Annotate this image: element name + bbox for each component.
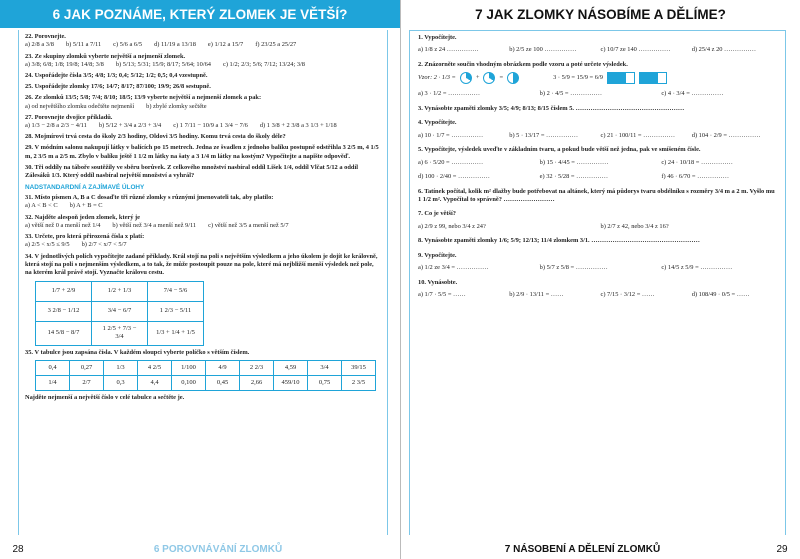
example-text: Vzor: 2 · 1/3 = [418, 74, 456, 82]
option: a) A < B < C [25, 202, 58, 210]
option: b) 5/12 + 3/4 a 2/3 + 3/4 [98, 122, 162, 130]
problem-text: 4. Vypočítejte. [418, 119, 457, 127]
problem [25, 214, 381, 231]
option: c) 1/2; 2/3; 5/6; 7/12; 13/24; 3/8 [222, 60, 305, 68]
option: a) 6 · 5/20 = …………… [418, 158, 484, 166]
option: e) 1/12 a 15/7 [207, 41, 244, 49]
table-cell[interactable]: 2,66 [240, 376, 274, 391]
option: a) 3 · 1/2 = …………… [418, 90, 480, 98]
problem-options [418, 132, 779, 140]
problem [418, 105, 779, 113]
option: b) větší než 3/4 a menší než 9/11 [112, 221, 197, 229]
option: b) 2/9 · 13/11 = …… [509, 291, 564, 299]
problem-text: 22. Porovnejte. [25, 33, 66, 40]
problem-options [25, 41, 381, 49]
problem-text: 33. Určete, pro která přirozená čísla x platí: [25, 233, 145, 240]
table-cell[interactable]: 459/10 [274, 376, 308, 391]
option: a) 10 · 1/7 = …………… [418, 131, 484, 139]
option: b) 2/5 ze 100 …………… [509, 46, 577, 54]
problem-options [25, 122, 381, 130]
problem-text: 7. Co je větší? [418, 210, 456, 218]
table-cell[interactable]: 0,100 [172, 376, 206, 391]
grid-fraction-icon [639, 72, 667, 84]
problem-options [25, 103, 381, 111]
problem-text: 10. Vynásobte. [418, 278, 458, 286]
option: a) 1/2 ze 3/4 = …………… [418, 264, 489, 272]
option: b) 5 · 13/17 = …………… [509, 131, 578, 139]
problem [25, 144, 381, 161]
table-cell[interactable]: 1/2 + 1/3 [92, 281, 148, 301]
option: d) 104 · 2/9 = …………… [691, 131, 761, 139]
table-cell[interactable]: 0,27 [70, 361, 104, 376]
option: b) 2 · 4/5 = …………… [539, 90, 603, 98]
option: c) 14/5 z 5/9 = …………… [661, 264, 733, 272]
problem [25, 94, 381, 111]
table-cell[interactable]: 3/4 [308, 361, 342, 376]
problem [25, 233, 381, 250]
option: a) 1/8 z 24 …………… [418, 46, 479, 54]
problem-text: 27. Porovnejte dvojice příkladů. [25, 113, 113, 121]
problem-text: 5. Vypočítejte, výsledek uveďte v základním tvaru, a pokud bude větší než jedna, pak ve smíšeném čísle. [418, 146, 701, 154]
problem [25, 253, 381, 278]
left-page-header: 6 JAK POZNÁME, KTERÝ ZLOMEK JE VĚTŠÍ? [0, 0, 400, 28]
option: f) 23/25 a 25/27 [255, 41, 297, 49]
problem-options [25, 222, 381, 230]
problem-options [25, 241, 381, 249]
problem-options [418, 173, 779, 181]
king-table [35, 281, 204, 346]
problem [418, 237, 779, 245]
problem [25, 53, 381, 70]
option: a) 3/8; 6/8; 1/8; 19/8; 14/8; 3/8 [25, 60, 104, 68]
table-cell[interactable]: 7/4 − 5/6 [148, 281, 204, 301]
problem-text: 23. Ze skupiny zlomků vyberte největší a nejmenší zlomek. [25, 52, 186, 60]
table-cell[interactable]: 1/3 [104, 361, 138, 376]
problem [25, 164, 381, 181]
option: a) 1/7 · 5/5 = …… [418, 291, 466, 299]
problem [418, 252, 779, 273]
problem-options [418, 291, 779, 299]
right-page-header: 7 JAK ZLOMKY NÁSOBÍME A DĚLÍME? [475, 6, 726, 22]
table-cell[interactable]: 0,4 [36, 361, 70, 376]
problem-options [418, 159, 779, 167]
compare-table [35, 360, 376, 391]
option: c) 21 · 100/11 = …………… [600, 131, 676, 139]
example-row: Vzor: 2 · 1/3 = + = 3 · 5/9 = 15/9 = 6/9 [418, 72, 779, 84]
table-row [36, 376, 376, 391]
problem-text: 6. Tatínek počítal, kolik m² dlažby bude potřebovat na altánek, který má půdorys tvaru obdélníku s rozměry 3/4 m a 2 m. Vyšlo mu 1 1/2 m². Vypočítal to správně? …………………… [418, 187, 775, 203]
option: c) 1 7/11 − 10/9 a 1 3/4 − 7/6 [173, 122, 248, 130]
problem [418, 90, 779, 98]
third-circle-icon [483, 72, 495, 84]
option: a) 2/8 a 3/8 [25, 41, 54, 49]
option: a) 2/5 < x/5 ≤ 9/5 [25, 241, 70, 249]
left-footer [0, 539, 400, 559]
example-text-2: 3 · 5/9 = 15/9 = 6/9 [553, 74, 603, 82]
table-cell[interactable]: 2/7 [70, 376, 104, 391]
problem-text: 31. Místo písmen A, B a C dosaďte tři různé zlomky s různými jmenovateli tak, aby platilo: [25, 194, 274, 201]
problem [418, 146, 779, 167]
table-cell[interactable]: 1/7 + 2/9 [36, 281, 92, 301]
problem-text: 25. Uspořádejte zlomky 17/6; 14/7; 8/17; 87/100; 19/9; 26/8 sestupně. [25, 83, 211, 91]
table-cell[interactable]: 1 2/3 − 5/11 [148, 301, 204, 321]
left-page-body [18, 30, 388, 535]
problem-text: 2. Znázorněte součin vhodným obrázkem podle vzoru a poté určete výsledek. [418, 60, 628, 68]
option: e) 32 · 5/28 = …………… [539, 173, 609, 181]
problem [418, 119, 779, 140]
table-row [36, 321, 204, 345]
table-cell[interactable]: 39/15 [342, 361, 376, 376]
problem [418, 61, 779, 84]
option: b) 5/11 a 7/11 [65, 41, 102, 49]
option: c) 4 · 3/4 = …………… [661, 90, 724, 98]
table-cell[interactable]: 3 2/8 − 1/12 [36, 301, 92, 321]
problem-text: 28. Mojmírovi trvá cesta do školy 2/3 hodiny, Oldovi 3/5 hodiny. Komu trvá cesta do školy déle? [25, 133, 286, 141]
option: a) od největšího zlomku odečtěte nejmenší [25, 102, 135, 110]
problem-text: 24. Uspořádejte čísla 3/5; 4/8; 1/3; 0,4; 5/12; 1/2; 0,5; 0,4 vzestupně. [25, 72, 208, 79]
problem [25, 114, 381, 131]
problem-text: 32. Najděte alespoň jeden zlomek, který je [25, 213, 141, 221]
right-footer [401, 539, 800, 559]
table-row [36, 361, 376, 376]
problem-text: 26. Ze zlomků 13/5; 5/8; 7/4; 8/10; 18/5; 13/9 vyberte největší a nejmenší zlomek a pak: [25, 94, 262, 102]
option: a) 1/3 − 2/8 a 2/3 − 4/11 [25, 122, 87, 130]
problem-text: 3. Vynásobte zpaměti zlomky 3/5; 4/9; 8/13; 8/15 číslem 5. …………………………………………… [418, 104, 685, 112]
page-number: 29 [776, 543, 788, 555]
option: c) 5/6 a 6/5 [113, 41, 143, 49]
option: b) 2/7 < x/7 < 5/7 [81, 241, 127, 249]
problem-options [418, 223, 779, 231]
table-cell[interactable]: 0,45 [206, 376, 240, 391]
problem-options [418, 90, 779, 98]
table-cell[interactable]: 14 5/8 − 8/7 [36, 321, 92, 345]
option: c) větší než 3/5 a menší než 5/7 [208, 221, 289, 229]
problem [418, 210, 779, 231]
table-cell[interactable]: 4,4 [138, 376, 172, 391]
table-cell[interactable]: 0,75 [308, 376, 342, 391]
option: d) 25/4 z 20 …………… [691, 46, 757, 54]
right-page-body [409, 30, 786, 535]
option: d) 1 3/8 + 2 3/8 a 3 1/3 + 1/18 [259, 122, 337, 130]
option: f) 46 · 6/70 = …………… [661, 173, 730, 181]
option: a) 2/9 z 99, nebo 3/4 z 24? [418, 222, 486, 230]
option: c) 7/15 · 3/12 = …… [600, 291, 655, 299]
table-cell[interactable]: 1 2/5 + 7/3 − 3/4 [92, 321, 148, 345]
problem-options [418, 46, 779, 54]
problem-options [418, 264, 779, 272]
table-cell[interactable]: 3/4 − 6/7 [92, 301, 148, 321]
footer-title: 7 NÁSOBENÍ A DĚLENÍ ZLOMKŮ [504, 543, 661, 555]
problem [418, 173, 779, 181]
table-cell[interactable]: 4,59 [274, 361, 308, 376]
problem [418, 279, 779, 300]
problem [418, 34, 779, 55]
problem-text: 9. Vypočítejte. [418, 251, 457, 259]
option: b) 2/7 z 42, nebo 3/4 z 16? [600, 222, 669, 230]
table-cell[interactable]: 1/100 [172, 361, 206, 376]
table-cell[interactable]: 4/9 [206, 361, 240, 376]
problem-text: 1. Vypočítejte. [418, 34, 457, 41]
section-title: NADSTANDARDNÍ A ZAJÍMAVÉ ÚLOHY [25, 183, 145, 191]
fraction-circle-icon [507, 72, 519, 84]
problem-options [25, 61, 381, 69]
problem-35b: Najděte nejmenší a největší číslo v celé tabulce a sečtěte je. [25, 394, 185, 402]
problem [25, 72, 381, 80]
option: b) 15 · 4/45 = …………… [539, 158, 609, 166]
option: c) 10/7 ze 140 …………… [600, 46, 671, 54]
option: c) 24 · 10/18 = …………… [661, 158, 733, 166]
table-cell[interactable]: 0,3 [104, 376, 138, 391]
problem [418, 188, 779, 205]
option: d) 11/19 a 13/18 [154, 41, 196, 49]
option: d) 100 · 2/40 = …………… [418, 173, 490, 181]
table-cell[interactable]: 2 2/3 [240, 361, 274, 376]
option: b) 5/7 z 5/8 = …………… [539, 264, 608, 272]
problem-35: 35. V tabulce jsou zapsána čísla. V každém sloupci vyberte políčko s větším číslem. [25, 349, 250, 357]
problem-text: 8. Vynásobte zpaměti zlomky 1/6; 5/9; 12/13; 11/4 zlomkem 3/1. …………………………………………… [418, 237, 700, 245]
problem [25, 194, 381, 211]
grid-fraction-icon [607, 72, 635, 84]
problem-options [25, 202, 381, 210]
problem-text: 29. V módním salonu nakupují látky v balících po 15 metrech. Jedna ze švadlen z jednoho balíku postupně odstřihla 3 2/5 m, 4 1/5 m, 2 3/5 m a 2/5 m. Zbylo v balíku ještě 1 1/2 m látky na šaty a 3 1/4 m látky na kostým? Vypočítejte a napište odpověď. [25, 144, 379, 160]
table-cell[interactable]: 4 2/5 [138, 361, 172, 376]
problem [25, 133, 381, 141]
problem [25, 33, 381, 50]
table-cell[interactable]: 2 3/5 [342, 376, 376, 391]
problem-text: 30. Tři oddíly na táboře soutěžily ve sběru borůvek. Z celkového množství nasbíral oddíl Lišek 1/4, oddíl Vlčat 5/12 a oddíl Zálesáků 1/3. Který oddíl nasbíral největší množství a vyhrál? [25, 163, 358, 180]
problem [25, 83, 381, 91]
right-page [400, 0, 800, 559]
option: d) 108/49 · 0/5 = …… [691, 291, 750, 299]
table-cell[interactable]: 1/3 + 1/4 + 1/5 [148, 321, 204, 345]
option: b) zbylé zlomky sečtěte [146, 102, 207, 110]
third-circle-icon [460, 72, 472, 84]
problem-text: 34. V jednotlivých polích vypočítejte zadané příklady. Král stojí na poli s největším výsledkem a jeho úkolem je dojít ke královně, která stojí na poli s nejmenším výsledkem, a to tak, že může postoupit pouze na pole, které má nejbližší menší výsledek než pole, na kterém král právě stojí. Vyznačte královu cestu. [25, 252, 378, 277]
option: b) 5/13; 5/31; 15/9; 8/17; 5/64; 10/64 [115, 60, 211, 68]
table-row [36, 281, 204, 301]
page-number: 28 [12, 543, 24, 555]
option: b) A + B = C [69, 202, 103, 210]
table-cell[interactable]: 1/4 [36, 376, 70, 391]
table-row [36, 301, 204, 321]
footer-title: 6 POROVNÁVÁNÍ ZLOMKŮ [153, 543, 283, 555]
option: a) větší než 0 a menší než 1/4 [25, 221, 101, 229]
